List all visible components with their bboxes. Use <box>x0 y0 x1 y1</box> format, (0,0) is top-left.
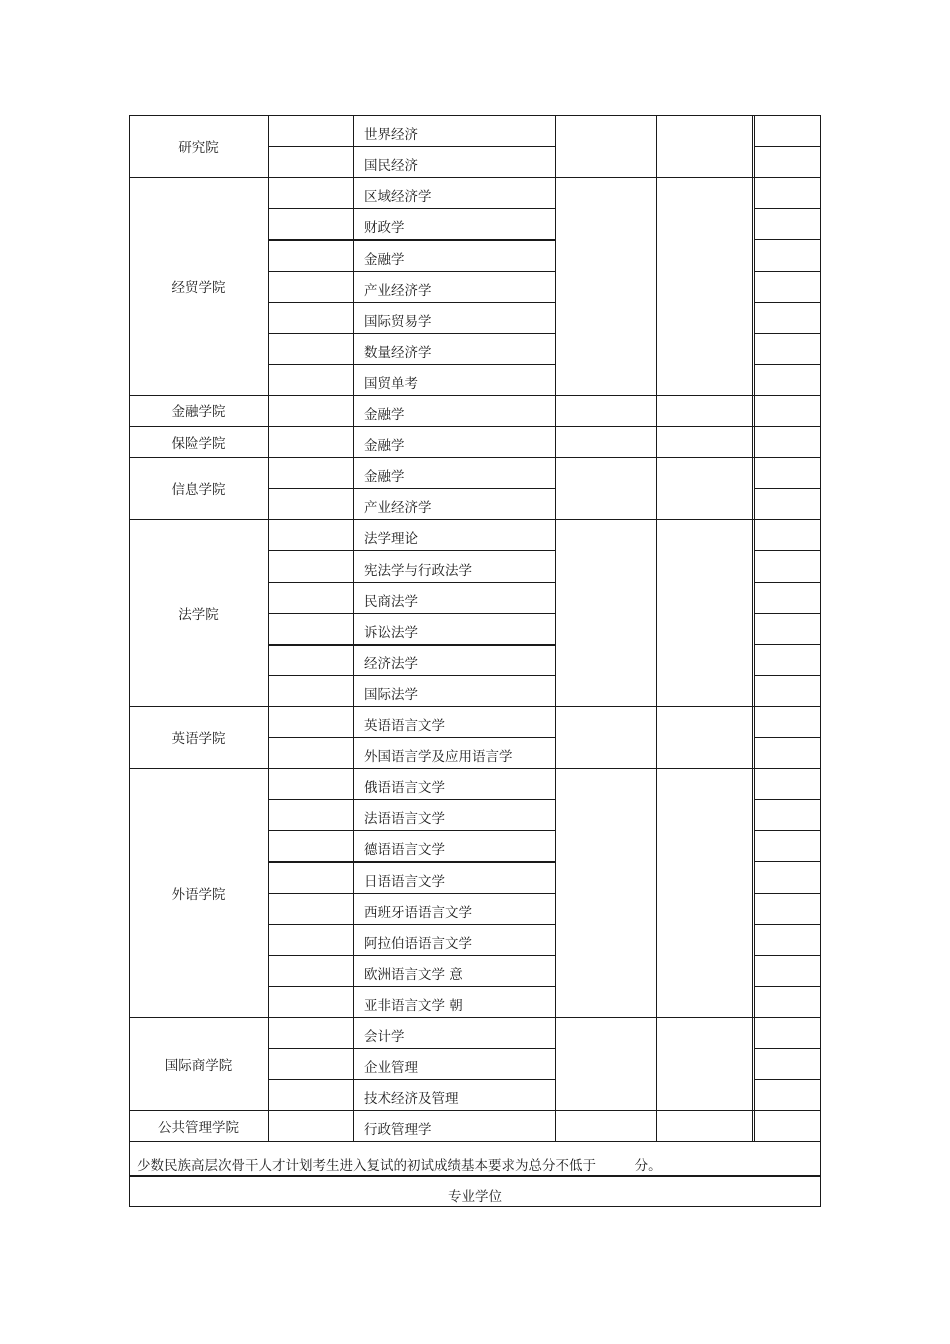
row-divider <box>268 737 556 738</box>
row-divider-last-column <box>754 239 821 240</box>
column-line <box>752 115 753 1142</box>
major-name: 金融学 <box>364 438 405 454</box>
major-name: 亚非语言文学 朝 <box>364 998 463 1014</box>
major-name: 诉讼法学 <box>364 625 418 641</box>
major-name: 法语语言文学 <box>364 811 445 827</box>
row-divider <box>268 364 556 365</box>
row-divider <box>268 893 556 894</box>
major-name: 企业管理 <box>364 1060 418 1076</box>
major-name: 行政管理学 <box>364 1122 432 1138</box>
major-name: 俄语语言文学 <box>364 780 445 796</box>
row-divider-last-column <box>754 1079 821 1080</box>
row-divider <box>268 582 556 583</box>
row-divider <box>268 1079 556 1080</box>
group-top-border <box>129 706 821 707</box>
group-top-border <box>129 768 821 769</box>
major-name: 产业经济学 <box>364 283 432 299</box>
minority-note <box>137 1158 662 1174</box>
column-line <box>754 115 755 1142</box>
row-divider-last-column <box>754 302 821 303</box>
school-name: 英语学院 <box>171 731 226 747</box>
column-line <box>353 115 354 1142</box>
major-name: 日语语言文学 <box>364 874 445 890</box>
school-name: 信息学院 <box>171 482 226 498</box>
table-left-border <box>129 115 130 1207</box>
row-divider-last-column <box>754 146 821 147</box>
major-name: 阿拉伯语语言文学 <box>364 936 472 952</box>
row-divider <box>268 675 556 676</box>
row-divider-last-column <box>754 924 821 925</box>
major-name: 国民经济 <box>364 158 418 174</box>
major-name: 金融学 <box>364 407 405 423</box>
group-top-border <box>129 1110 821 1111</box>
row-divider <box>268 550 556 551</box>
minority-note-text: 少数民族高层次骨干人才计划考生进入复试的初试成绩基本要求为总分不低于 <box>137 1158 596 1174</box>
row-divider <box>268 239 556 241</box>
group-top-border <box>129 426 821 427</box>
school-name: 公共管理学院 <box>158 1120 239 1136</box>
group-top-border <box>129 395 821 396</box>
row-divider-last-column <box>754 488 821 489</box>
school-name: 法学院 <box>178 607 219 623</box>
school-name: 经贸学院 <box>171 280 226 296</box>
major-name: 金融学 <box>364 469 405 485</box>
row-divider-last-column <box>754 1048 821 1049</box>
minority-note-unit: 分。 <box>634 1158 662 1174</box>
school-name: 外语学院 <box>171 887 226 903</box>
major-name: 技术经济及管理 <box>364 1091 459 1107</box>
row-divider <box>268 986 556 987</box>
major-name: 数量经济学 <box>364 345 432 361</box>
column-line <box>656 115 657 1142</box>
row-divider <box>268 146 556 147</box>
row-divider-last-column <box>754 986 821 987</box>
row-divider <box>268 861 556 863</box>
major-name: 国际贸易学 <box>364 314 432 330</box>
row-divider-last-column <box>754 364 821 365</box>
major-name: 欧洲语言文学 意 <box>364 967 463 983</box>
major-name: 德语语言文学 <box>364 842 445 858</box>
group-top-border <box>129 519 821 520</box>
row-divider-last-column <box>754 271 821 272</box>
row-divider-last-column <box>754 893 821 894</box>
row-divider <box>268 924 556 925</box>
major-name: 财政学 <box>364 220 405 236</box>
major-name: 区域经济学 <box>364 189 432 205</box>
group-top-border <box>129 457 821 458</box>
row-divider-last-column <box>754 208 821 209</box>
column-line <box>268 115 269 1142</box>
row-divider-last-column <box>754 737 821 738</box>
major-name: 金融学 <box>364 252 405 268</box>
row-divider <box>268 955 556 956</box>
major-name: 西班牙语语言文学 <box>364 905 472 921</box>
major-name: 国贸单考 <box>364 376 418 392</box>
school-name: 保险学院 <box>171 436 226 452</box>
major-name: 产业经济学 <box>364 500 432 516</box>
major-name: 法学理论 <box>364 531 418 547</box>
row-divider <box>268 208 556 209</box>
group-top-border <box>129 177 821 178</box>
row-divider <box>268 830 556 831</box>
row-divider-last-column <box>754 644 821 645</box>
row-divider-last-column <box>754 861 821 862</box>
major-name: 会计学 <box>364 1029 405 1045</box>
row-divider-last-column <box>754 830 821 831</box>
row-divider <box>268 799 556 800</box>
row-divider <box>268 302 556 303</box>
row-divider <box>268 1048 556 1049</box>
major-name: 国际法学 <box>364 687 418 703</box>
row-divider <box>268 644 556 646</box>
row-divider-last-column <box>754 613 821 614</box>
note-bottom-border <box>129 1175 821 1177</box>
major-name: 外国语言学及应用语言学 <box>364 749 513 765</box>
row-divider <box>268 271 556 272</box>
row-divider-last-column <box>754 550 821 551</box>
row-divider <box>268 613 556 614</box>
group-top-border <box>129 1017 821 1018</box>
major-name: 经济法学 <box>364 656 418 672</box>
row-divider-last-column <box>754 675 821 676</box>
row-divider-last-column <box>754 582 821 583</box>
school-name: 国际商学院 <box>164 1058 233 1074</box>
table-body-bottom-border <box>129 1141 821 1142</box>
school-name: 金融学院 <box>171 404 226 420</box>
major-name: 英语语言文学 <box>364 718 445 734</box>
table-bottom-border <box>129 1206 821 1207</box>
row-divider-last-column <box>754 955 821 956</box>
major-name: 宪法学与行政法学 <box>364 563 472 579</box>
table-right-border <box>820 115 821 1207</box>
group-top-border <box>129 115 821 116</box>
column-line <box>555 115 556 1142</box>
row-divider <box>268 333 556 334</box>
school-name: 研究院 <box>178 140 219 156</box>
major-name: 民商法学 <box>364 594 418 610</box>
major-name: 世界经济 <box>364 127 418 143</box>
row-divider <box>268 488 556 489</box>
row-divider-last-column <box>754 799 821 800</box>
row-divider-last-column <box>754 333 821 334</box>
professional-degree-heading: 专业学位 <box>448 1189 502 1205</box>
